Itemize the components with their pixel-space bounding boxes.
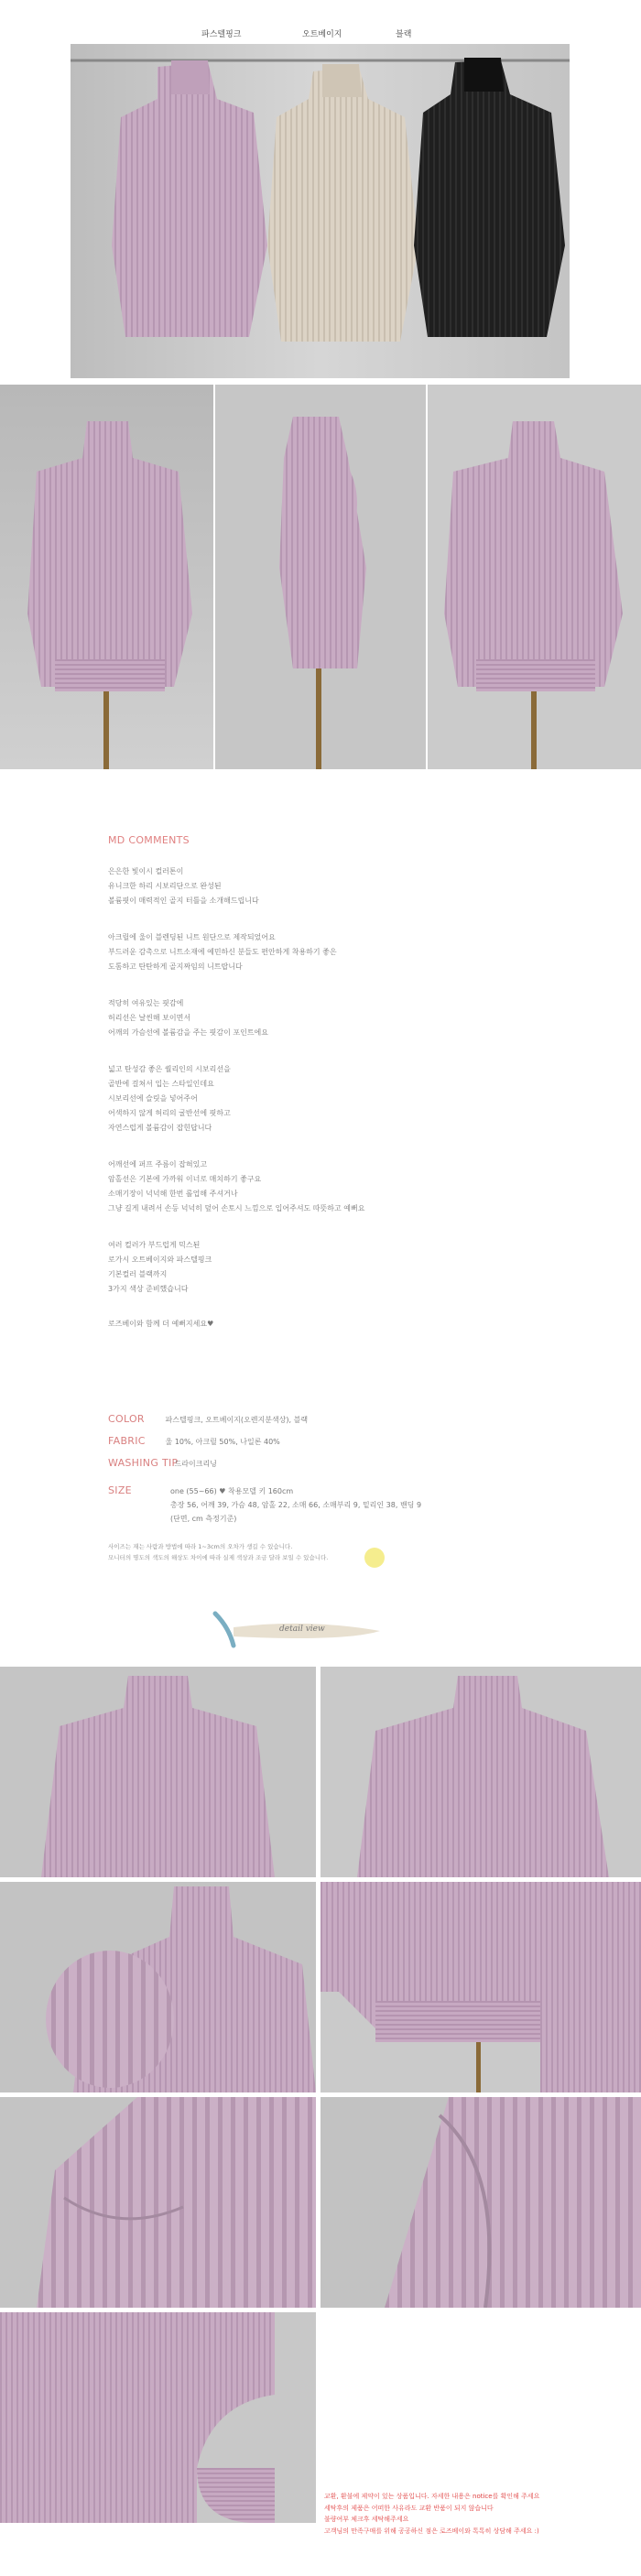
spec-washing-value: 드라이크리닝 [174, 1460, 217, 1468]
md-line: 자연스럽게 볼륨감이 잡힌답니다 [108, 1124, 212, 1132]
md-line: 넓고 탄성감 좋은 퀄리인의 시보리선을 [108, 1065, 231, 1073]
spec-size-value: one (55~66) ♥ 착용모델 키 160cm [170, 1487, 294, 1495]
md-line: 골반에 걸쳐서 입는 스타일인데요 [108, 1080, 214, 1088]
md-line: 아크릴에 울이 블렌딩된 니트 원단으로 제작되었어요 [108, 933, 276, 941]
md-paragraph-7 [108, 1317, 529, 1331]
md-line: 시보리선에 슬릿을 넣어주어 [108, 1094, 198, 1103]
md-line: 볼륨핏이 매력적인 골지 터틀을 소개해드립니다 [108, 897, 259, 905]
md-paragraph-6 [108, 1238, 529, 1297]
detail-photo-front [0, 1667, 316, 1877]
md-line: 여러 컬러가 부드럽게 믹스된 [108, 1241, 201, 1249]
md-line: 암홀선은 기본에 가까워 이너로 매치하기 좋구요 [108, 1175, 262, 1183]
purchase-notice [324, 2491, 539, 2537]
md-paragraph-5 [108, 1158, 529, 1216]
highlight-dot [364, 1548, 385, 1568]
md-comments-title: MD COMMENTS [108, 834, 190, 846]
notice-line: 불량여부 체크후 세탁해주세요 [324, 2516, 409, 2523]
spec-size-row [108, 1484, 163, 1496]
md-line: 기본컬러 블랙까지 [108, 1270, 168, 1278]
color-label-black: 블랙 [396, 30, 412, 39]
notice-line: 교환, 환불에 제약이 있는 상품입니다. 자세한 내용은 notice를 확인해 주세요 [324, 2493, 540, 2500]
md-line: 어색하지 않게 허리의 굴반선에 핏하고 [108, 1109, 231, 1117]
md-line: 로가시 오트베이지와 파스텔핑크 [108, 1255, 212, 1264]
md-line: 은은한 빛이시 컬러톤이 [108, 867, 184, 875]
spec-color-label: COLOR [108, 1413, 145, 1425]
detail-photo-puff-close [320, 2097, 641, 2308]
detail-photo-back [320, 1667, 641, 1877]
size-note-2: 모니터의 명도의 색도의 해상도 차이에 따라 실제 색상과 조금 달라 보일 수 있습니다. [108, 1554, 329, 1561]
color-option-labels [0, 27, 641, 40]
detail-photo-shoulder [0, 1882, 316, 2092]
detail-photo-slit [0, 2312, 316, 2523]
mannequin-three-angles-photo [0, 385, 641, 769]
md-line: 어깨선에 퍼프 주름이 잡혀있고 [108, 1160, 208, 1168]
md-paragraph-1 [108, 864, 529, 908]
md-line: 적당히 여유있는 핏감에 [108, 999, 184, 1007]
md-line: 도톰하고 탄탄하게 골지짜임의 니트랍니다 [108, 962, 243, 971]
spec-fabric-label: FABRIC [108, 1435, 146, 1447]
detail-photo-puff-sleeve [0, 2097, 316, 2308]
spec-fabric-value: 울 10%, 아크릴 50%, 나일론 40% [165, 1438, 280, 1446]
spec-size-label: SIZE [108, 1484, 132, 1496]
spec-washing-row [108, 1457, 217, 1469]
detail-photo-hem [320, 1882, 641, 2092]
color-label-pink: 파스텔핑크 [201, 30, 242, 39]
md-line: 로즈베이와 함께 더 예뻐지세요♥ [108, 1320, 214, 1328]
md-line: 부드러운 감촉으로 니트소재에 예민하신 분들도 편안하게 착용하기 좋은 [108, 948, 337, 956]
md-paragraph-3 [108, 996, 529, 1040]
md-line: 유니크한 하리 시보리단으로 완성된 [108, 882, 222, 890]
spec-size-unit: (단면, cm 측정기준) [170, 1515, 237, 1523]
notice-line: 고객님의 만족구매를 위해 공공하신 점은 로즈베이와 톡톡히 상담해 주세요 :) [324, 2527, 539, 2535]
md-paragraph-4 [108, 1062, 529, 1136]
spec-fabric-row [108, 1435, 280, 1447]
md-line: 소매기장이 넉넉해 한번 롤업해 주셔거나 [108, 1190, 238, 1198]
hero-three-colors-photo [71, 44, 570, 378]
spec-color-value: 파스텔핑크, 오트베이지(오렌지분색상), 블랙 [165, 1416, 309, 1424]
detail-view-banner [206, 1609, 389, 1655]
notice-line: 세탁후의 제품은 어떠한 사유라도 교환 반품이 되지 않습니다 [324, 2504, 494, 2512]
spec-washing-label: WASHING TIP [108, 1457, 179, 1469]
md-line: 허리선은 날씬해 보이면서 [108, 1014, 191, 1022]
md-paragraph-2 [108, 930, 529, 974]
color-label-oatbeige: 오트베이지 [302, 30, 342, 39]
md-line: 어깨의 가슴선에 볼륨감을 주는 핏감이 포인트에요 [108, 1028, 269, 1037]
md-line: 그냥 길게 내려서 손등 넉넉히 덮어 손토시 느낌으로 입어주셔도 따뜻하고 예뻐요 [108, 1204, 365, 1212]
detail-view-text: detail view [279, 1625, 325, 1634]
spec-size-detail: 총장 56, 어깨 39, 가슴 48, 암홀 22, 소매 66, 소매부리 9, 밑리인 38, 밴딩 9 [170, 1501, 422, 1509]
spec-color-row [108, 1413, 308, 1425]
size-note-1: 사이즈는 재는 사람과 방법에 따라 1~3cm의 오차가 생길 수 있습니다. [108, 1543, 293, 1550]
md-line: 3가지 색상 준비했습니다 [108, 1285, 189, 1293]
